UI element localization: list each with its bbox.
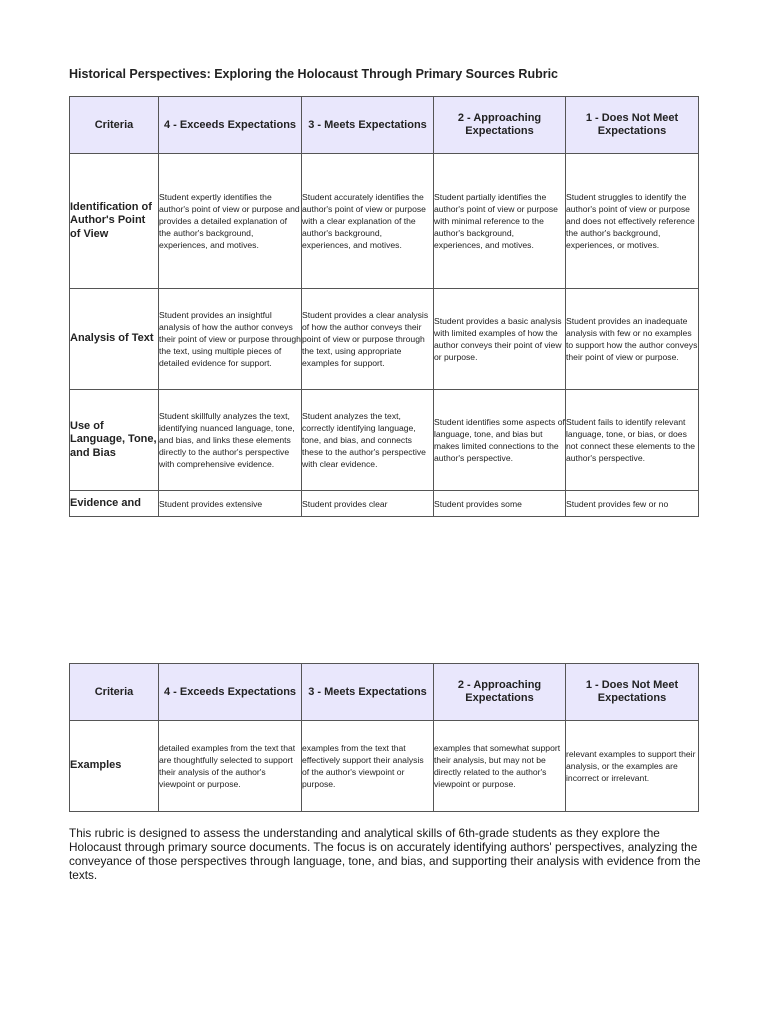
descriptor-cell: Student provides some [434,491,566,517]
descriptor-cell: Student provides extensive [159,491,302,517]
criteria-cell: Identification of Author's Point of View [70,154,159,289]
header-does-not-meet: 1 - Does Not Meet Expectations [566,664,699,721]
descriptor-cell: Student struggles to identify the author's point of view or purpose and does not effectively reference the author's background, experiences, or motives. [566,154,699,289]
header-exceeds: 4 - Exceeds Expectations [159,664,302,721]
rubric-table-2 [69,663,699,812]
descriptor-cell: Student accurately identifies the author's point of view or purpose with a clear explanation of the author's background, experiences, and motives. [302,154,434,289]
header-criteria: Criteria [70,664,159,721]
table-row [70,491,699,517]
descriptor-cell: Student provides few or no [566,491,699,517]
descriptor-cell: Student provides a clear analysis of how the author conveys their point of view or purpose through the text, using appropriate examples for support. [302,289,434,390]
criteria-cell: Use of Language, Tone, and Bias [70,390,159,491]
rubric-table-1 [69,96,699,517]
table-row [70,721,699,812]
descriptor-cell: Student provides clear [302,491,434,517]
page-title: Historical Perspectives: Exploring the Holocaust Through Primary Sources Rubric [69,67,559,81]
header-approaching: 2 - Approaching Expectations [434,664,566,721]
descriptor-cell: Student partially identifies the author's point of view or purpose with minimal reference to the author's background, experiences, and motives. [434,154,566,289]
descriptor-cell: Student skillfully analyzes the text, identifying nuanced language, tone, and bias, and links these elements directly to the author's perspective with comprehensive evidence. [159,390,302,491]
criteria-cell: Evidence and [70,491,159,517]
descriptor-cell: Student provides a basic analysis with limited examples of how the author conveys their point of view or purpose. [434,289,566,390]
descriptor-cell: Student identifies some aspects of language, tone, and bias but makes limited connections to the author's perspective. [434,390,566,491]
header-criteria: Criteria [70,97,159,154]
descriptor-cell: Student fails to identify relevant language, tone, or bias, or does not connect these elements to the author's perspective. [566,390,699,491]
descriptor-cell: examples that somewhat support their analysis, but may not be directly related to the author's viewpoint or purpose. [434,721,566,812]
rubric-description: This rubric is designed to assess the understanding and analytical skills of 6th-grade students as they explore the Holocaust through primary source documents. The focus is on accurately identifying authors' perspectives, analyzing the conveyance of those perspectives through language, tone, and bias, and supporting their analysis with evidence from the texts. [69,826,701,882]
table-row [70,154,699,289]
table-row [70,289,699,390]
header-approaching: 2 - Approaching Expectations [434,97,566,154]
descriptor-cell: Student expertly identifies the author's point of view or purpose and provides a detailed explanation of the author's background, experiences, and motives. [159,154,302,289]
header-meets: 3 - Meets Expectations [302,664,434,721]
descriptor-cell: detailed examples from the text that are thoughtfully selected to support their analysis of the author's viewpoint or purpose. [159,721,302,812]
descriptor-cell: Student provides an insightful analysis of how the author conveys their point of view or purpose through the text, using multiple pieces of detailed evidence for support. [159,289,302,390]
header-row [70,664,699,721]
descriptor-cell: examples from the text that effectively support their analysis of the author's viewpoint or purpose. [302,721,434,812]
header-meets: 3 - Meets Expectations [302,97,434,154]
header-does-not-meet: 1 - Does Not Meet Expectations [566,97,699,154]
criteria-cell: Analysis of Text [70,289,159,390]
table-row [70,390,699,491]
descriptor-cell: Student analyzes the text, correctly identifying language, tone, and bias, and connects these to the author's perspective with clear evidence. [302,390,434,491]
descriptor-cell: Student provides an inadequate analysis with few or no examples to support how the author conveys their point of view or purpose. [566,289,699,390]
header-row [70,97,699,154]
header-exceeds: 4 - Exceeds Expectations [159,97,302,154]
descriptor-cell: relevant examples to support their analysis, or the examples are incorrect or irrelevant. [566,721,699,812]
criteria-cell: Examples [70,721,159,812]
